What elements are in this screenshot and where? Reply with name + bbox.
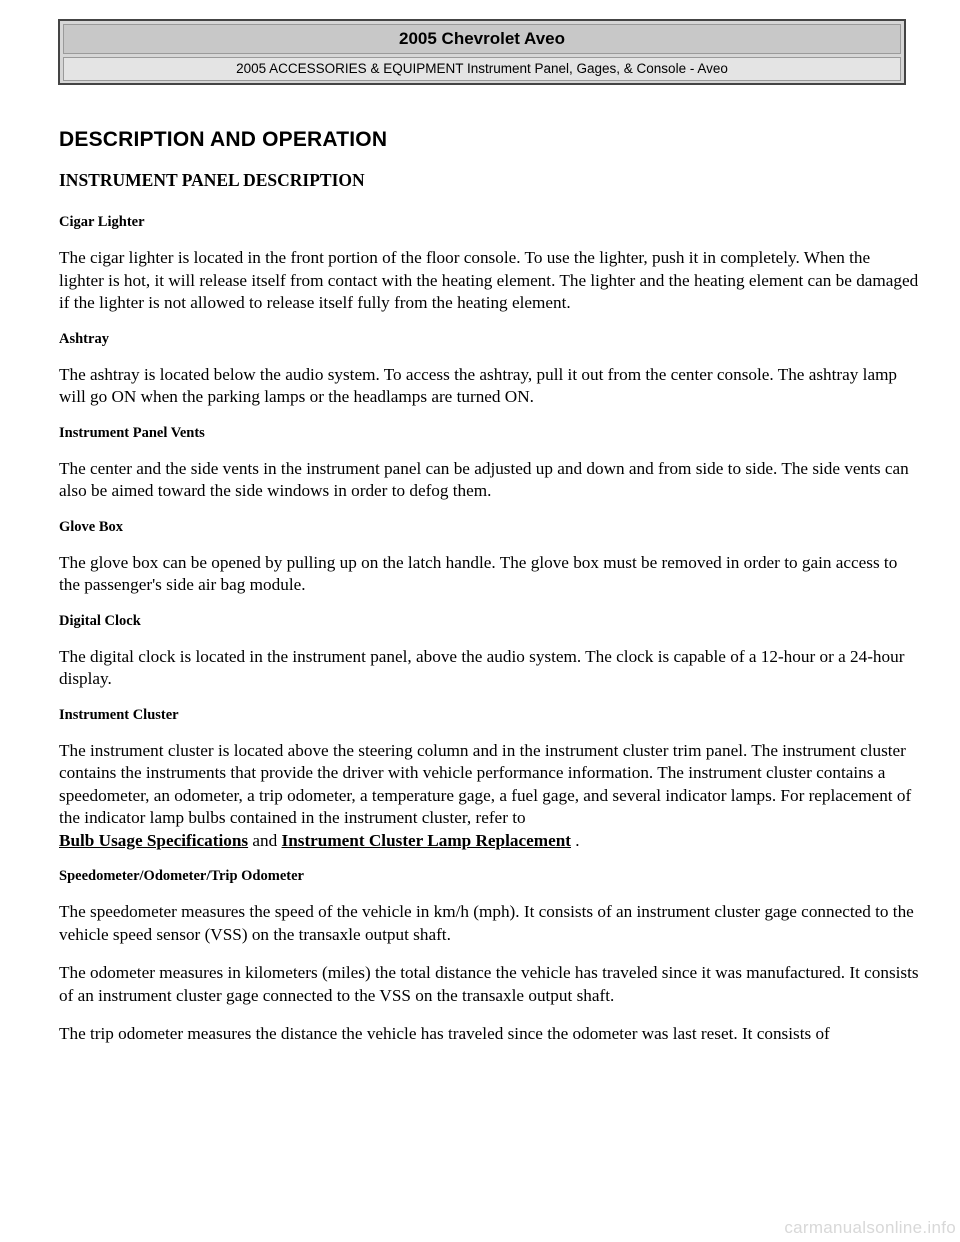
speedometer-heading: Speedometer/Odometer/Trip Odometer — [59, 868, 304, 884]
section-heading: INSTRUMENT PANEL DESCRIPTION — [59, 170, 365, 190]
vents-heading: Instrument Panel Vents — [59, 424, 205, 441]
main-heading: DESCRIPTION AND OPERATION — [59, 128, 388, 151]
digital-clock-text: The digital clock is located in the instrument panel, above the audio system. The clock is capable of a 12-hour or a 24-hour display. — [59, 646, 905, 688]
glove-box-heading: Glove Box — [59, 518, 124, 535]
ashtray-heading: Ashtray — [59, 330, 109, 347]
link-end: . — [570, 830, 580, 850]
cigar-lighter-heading: Cigar Lighter — [59, 214, 145, 230]
digital-clock-heading: Digital Clock — [59, 612, 141, 629]
instrument-cluster-text — [59, 740, 919, 853]
ashtray-text: The ashtray is located below the audio system. To access the ashtray, pull it out from the center console. The ashtray lamp will go ON when the parking lamps or the headlamps are turned ON. — [59, 364, 898, 406]
odometer-text: The odometer measures in kilometers (miles) the total distance the vehicle has traveled since it was manufactured. It consists of an instrument cluster gage connected to the VSS on the transaxle output shaft. — [59, 963, 919, 1005]
cluster-lamp-replacement-link[interactable]: Instrument Cluster Lamp Replacement — [281, 830, 571, 850]
instrument-cluster-body: The instrument cluster is located above the steering column and in the instrument cluster trim panel. The instrument cluster contains the instruments that provide the driver with vehicle performance information. The instrument cluster contains a speedometer, an odometer, a trip odometer, a temperature gage, a fuel gage, and several indicator lamps. For replacement of the indicator lamp bulbs contained in the instrument cluster, refer to — [59, 740, 912, 827]
header-subtitle: 2005 ACCESSORIES & EQUIPMENT Instrument Panel, Gages, & Console - Aveo — [63, 57, 901, 81]
link-connector: and — [248, 830, 282, 850]
watermark: carmanualsonline.info — [784, 1218, 956, 1237]
trip-odometer-text: The trip odometer measures the distance the vehicle has traveled since the odometer was last reset. It consists of — [59, 1024, 830, 1043]
glove-box-text: The glove box can be opened by pulling up on the latch handle. The glove box must be removed in order to gain access to the passenger's side air bag module. — [59, 552, 898, 594]
header-title: 2005 Chevrolet Aveo — [63, 24, 901, 54]
speedometer-text: The speedometer measures the speed of the vehicle in km/h (mph). It consists of an instrument cluster gage connected to the vehicle speed sensor (VSS) on the transaxle output shaft. — [59, 902, 914, 944]
cigar-lighter-text: The cigar lighter is located in the front portion of the floor console. To use the lighter, push it in completely. When the lighter is hot, it will release itself from contact with the heating element. The lighter and the heating element can be damaged if the lighter is not allowed to release itself fully from the heating element. — [59, 248, 919, 312]
document-header — [58, 19, 906, 85]
bulb-usage-specifications-link[interactable]: Bulb Usage Specifications — [59, 830, 249, 850]
vents-text: The center and the side vents in the instrument panel can be adjusted up and down and from side to side. The side vents can also be aimed toward the side windows in order to defog them. — [59, 458, 909, 500]
document-content — [59, 128, 919, 1062]
instrument-cluster-heading: Instrument Cluster — [59, 706, 179, 723]
